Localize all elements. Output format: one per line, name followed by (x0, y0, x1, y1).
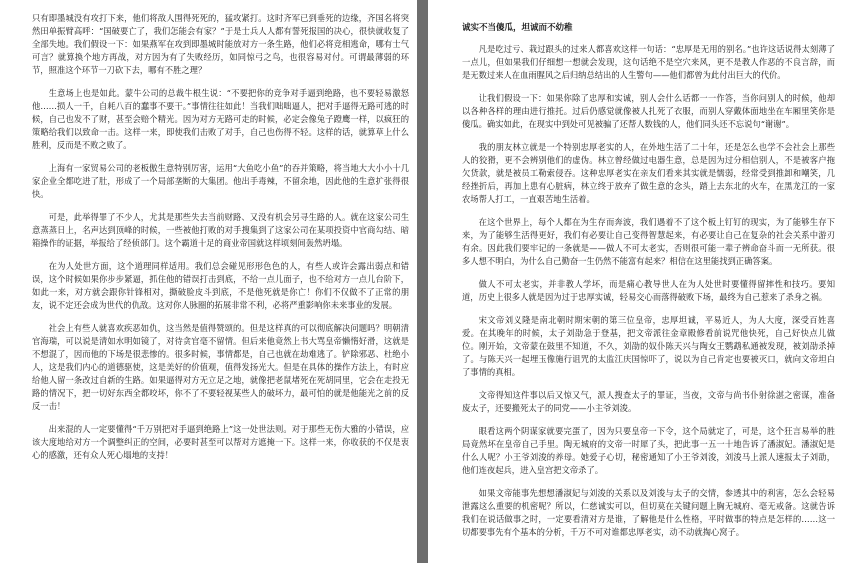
paragraph: 在为人处世方面，这个道理同样适用。我们总会碰见形形色色的人，有些人或许会露出弱点和错误，这个时候如果你步步紧逼，抓住他的错误打击到底，不给一点儿面子，也不给对方一点儿台阶下，如此一来，对方就会跟你针锋相对，撕破脸皮斗到底，不是他死就是你亡！你们不仅做不了正常的朋友，说不定还会成为世代的仇敌。这对你人脉圈的拓展非常不利，必将严重影响你未来事业的发展。 (32, 261, 409, 310)
paragraph: 可是，此举得罪了不少人，尤其是那些失去当前财路、又没有机会另寻生路的人。就在这家公司生意蒸蒸日上，名声达到顶峰的时候，一些被他打败的对手搜集到了这家公司在某项投资中官商勾结、暗箱操作的证据，举报给了经侦部门。这个霸道十足的商业帝国就这样顷刻间轰然坍塌。 (32, 212, 409, 248)
left-page (0, 0, 417, 563)
paragraph: 生意场上也是如此。蒙牛公司的总裁牛根生说：“不要把你的竞争对手逼到绝路，也不要轻易激怒他……损人一千，自耗八百的蠢事不要干。”事情往往如此！当我们咄咄逼人，把对手逼得无路可逃的时候，自己也发不了财，甚至会赔个精光。因为对方无路可走的时候，必定会像兔子蹬鹰一样，以疯狂的策略给我们以致命一击。这样一来，即使我们击败了对手，自己也伤得不轻。这样的话，就算草上什么胜利，反而是不败之败了。 (32, 88, 409, 150)
paragraph: 社会上有些人就喜欢疾恶如仇，这当然是值得赞颂的。但是这样真的可以彻底解决问题吗？明朝清官海瑞，可以说是清如水明如镜了，对待贪官毫不留情。但后来他竟然上书大骂皇帝懒惰好滑，这就是不想混了，因而他的下场是很悲惨的。很多时候，事情都是，自己也就在劫难逃了。铲除邪恶、杜绝小人，这是我们内心的道德驱使，这是美好的价值观，值得发扬光大。但是在具体的操作方法上，有时应给他人留一条改过自新的生路。如果逼得对方无立足之地，就像把老鼠堵死在死胡同里，它会在走投无路的情况下，把一切好东西全都咬坏，你不了不要轻视某些人的破坏力，最可怕的就是他能光之前的反反一击！ (32, 323, 409, 411)
paragraph: 让我们假设一下：如果你除了忠厚和实诚，别人会什么话都一一作答，当你问别人的时候，他却以各种各样的理由进行推托。过后仍感觉就像被人扎死了衣服，而别人穿戴体面地坐在车厢里笑你是傻瓜。确实如此，在现实中到处可见被骗了还帮人数钱的人，他们同头还不忘说句“谢谢”。 (462, 93, 835, 129)
paragraph: 我的朋友林立就是一个特别忠厚老实的人，在外地生活了二十年，还是怎么也学不会社会上那些人的狡猾，更不会辨别他们的虚伪。林立曾经做过电器生意，总是因为过分相信别人，不是被客户拖欠货款，就是被员工勒索侵吞。这种忠厚老实在亲友们看来其实就是懦弱，经常受到推卸和嘲笑，几经挫折后，再加上患有心脏病，林立终于放弃了做生意的念头，踏上去东北的火车，在黑龙江的一家农场帮人打工，一直艰苦地生活着。 (462, 142, 835, 204)
paragraph: 上海有一家贸易公司的老板傲生意特别厉害，运用“大鱼吃小鱼”的吞并策略，将当地大大小小十几家企业全都吃进了肚，形成了一个局部垄断的大集团。他出手毒辣，不留余地，因此他的生意扩张得很快。 (32, 163, 409, 199)
paragraph: 只有即墨城没有攻打下来，他们将敌人围得死死的，猛攻紧打。这时齐军已到垂死的边缘，齐国名将突然田单振臂高呼：“国破要亡了，我们怎能会有家？”于是士兵人人都有誓死报国的决心，很快就收复了全部失地。我们假设一下：如果燕军在攻到即墨城时能放对方一条生路，他们必将竞相逃命，哪有士气可言？就算换个地方再战，对方因为有了失败经历，如同惊弓之鸟，也很容易对付。可谓最薄弱的环节，照准这个环节一刀砍下去，哪有不胜之理？ (32, 13, 409, 75)
paragraph: 在这个世界上，每个人都在为生存而奔波，我们遇着不了这个板上钉钉的现实，为了能够生存下来，为了能够生活得更好，我们有必要让自己变得智慧起来，有必要让自己在复杂的社会关系中游刃有余。因此我们要牢记的一条就是——做人不可太老实，否则很可能一辈子辨命奋斗而一无所获。很多人想不明白，为什么自己勤奋一生仍然不能富有起来？相信在这里能找到正确答案。 (462, 217, 835, 266)
paragraph: 如果文帝能事先想想潘淑妃与刘浚的关系以及刘浚与太子的交情，参透其中的利害，怎么会轻易泄露这么重要的机密呢？所以，仁慈诚实可以，但切莫在关键问题上胸无城府、毫无戒备。这就告诉我们在说话做事之时，一定要看清对方是谁，了解他是什么性格，平时做事的特点是怎样的……这一切都要事先有个基本的分析，千万不可对谁都忠厚老实，动不动就掏心窝子。 (462, 488, 835, 537)
paragraph: 宋文帝刘义隆是南北朝时期宋朝的第三位皇帝，忠厚坦诚，平易近人，为人大度，深受百姓喜爱。在其晚年的时候，太子刘劭急于登基，把文帝派往金章殿修看前说咒他快死，自己好快点儿做位。刚开始，文帝蒙在鼓里不知道，不久，刘劭的奴仆陈天兴与陶女王鹦鹉私通被发现，被刘劭杀掉了。与陈天兴一起埋玉像施行诅咒的太监江庆国惊吓了，说以为自己肯定也要被灭口，就向文帝坦白了事情的真相。 (462, 315, 835, 377)
section-heading: 诚实不当傻瓜，坦诚而不幼稚 (462, 23, 573, 33)
paragraph: 做人不可太老实，并非教人学坏，而是痛心教导世人在为人处世时要懂得留摔性和技巧。要知道，历史上很多人就是因为过于忠厚实诚，轻易交心而落得破败下场，最终为自己惹来了杀身之祸。 (462, 279, 835, 302)
right-page (428, 0, 845, 563)
paragraph: 眼看这两个阴谋家就要完蛋了，因为只要皇帝一下令，这个局就定了，可是，这个狂言易举的胜局竟然坏在皇帝自己手里。陶无城府的文帝一时犀了头，把此事一五一十地告诉了潘淑妃。潘淑妃是什么人呢？小王爷刘浚的养母。她爱子心切，秘密通知了小王爷刘浚，刘浚马上派人速报太子刘劭，他们连夜起兵，进入皇宫把文帝杀了。 (462, 426, 835, 475)
paragraph: 出来混的人一定要懂得“千万别把对手逼到绝路上”这一处世法则。对于那些无伤大雅的小错误，应该大度地给对方一个调整纠正的空间，必要时甚至可以帮对方遮掩一下。这样一来，你收获的不仅是衷心的感激，还有众人死心塌地的支持！ (32, 424, 409, 460)
paragraph: 凡是吃过亏、栽过跟头的过来人都喜欢这样一句话：“忠厚是无用的别名。”也许这话说得太刻薄了一点儿，但如果我们仔细想一想就会发现，这句话绝不是空穴来风，更不是教人作恶的不良言辞，而是无数过来人在血雨腥风之后归纳总结出的人生警句——他们都曾为此付出巨大的代价。 (462, 44, 835, 80)
paragraph: 文帝得知这件事以后又惊又气，派人搜查太子的罪证，当夜，文帝与尚书仆射徐湛之密谋，准备废太子，还要搬死太子的同党——小主爷刘浚。 (462, 390, 835, 413)
